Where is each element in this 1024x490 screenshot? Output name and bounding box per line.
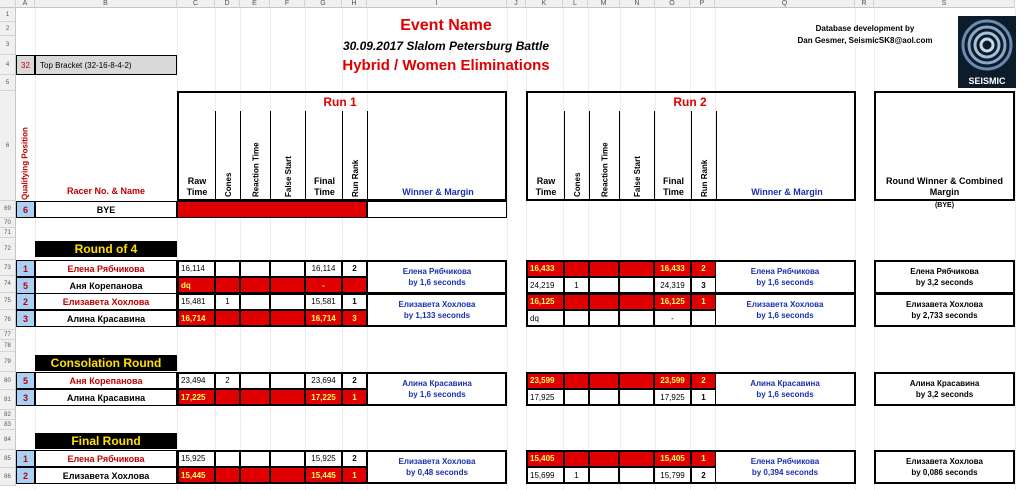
row-header[interactable]: 70 [0, 218, 16, 228]
row-header[interactable]: 3 [0, 36, 16, 55]
run1-final-cell[interactable]: - [305, 277, 342, 294]
run2-raw-cell[interactable]: 15,699 [526, 467, 564, 484]
run1-winner-margin: by 1,133 seconds [403, 311, 471, 320]
gridline [270, 8, 271, 490]
group-border [177, 260, 507, 294]
run2-cones-cell[interactable]: 1 [564, 277, 589, 294]
column-header[interactable]: N [620, 0, 655, 8]
round-winner-margin: by 2,733 seconds [911, 311, 978, 320]
run1-col-reaction [240, 111, 270, 201]
column-header[interactable]: E [240, 0, 270, 8]
run1-raw-cell[interactable]: 17,225 [177, 389, 215, 406]
run2-label[interactable]: Run 2 [673, 95, 707, 109]
spiral-logo-icon [958, 16, 1016, 74]
run1-rank-cell[interactable]: 3 [342, 310, 367, 327]
column-header[interactable]: C [177, 0, 215, 8]
group-border [177, 372, 507, 406]
racer-name[interactable]: Елена Рябчикова [35, 450, 177, 467]
racer-name[interactable]: Аня Корепанова [35, 372, 177, 389]
column-header[interactable]: D [215, 0, 240, 8]
run1-final-cell[interactable]: 15,925 [305, 450, 342, 467]
run2-winner-margin: by 0,394 seconds [751, 468, 819, 477]
run1-winner-margin: by 0,48 seconds [406, 468, 468, 477]
round-winner-name: Алина Красавина [909, 379, 980, 388]
bye-winner-empty[interactable] [367, 201, 507, 218]
column-header[interactable]: H [342, 0, 367, 8]
group-border [526, 293, 856, 327]
run2-rank-cell[interactable]: 3 [691, 277, 716, 294]
row-header[interactable]: 80 [0, 372, 16, 390]
row-header[interactable]: 82 [0, 410, 16, 420]
run2-final-cell[interactable]: 24,319 [654, 277, 691, 294]
run2-final-cell[interactable]: 17,925 [654, 389, 691, 406]
gridline [367, 8, 368, 490]
group-border [874, 293, 1015, 327]
gridline [715, 8, 716, 490]
run2-winner-name: Елена Рябчикова [750, 457, 820, 466]
run1-col-raw [177, 111, 215, 201]
group-border [177, 450, 507, 484]
run1-raw-cell[interactable]: 23,494 [177, 372, 215, 389]
gridline [588, 8, 589, 490]
round-winner-name: Елена Рябчикова [910, 267, 979, 276]
racer-position[interactable]: 5 [16, 277, 35, 294]
seismic-logo [958, 16, 1016, 88]
row-header[interactable]: 74 [0, 276, 16, 293]
run2-col-final [654, 111, 691, 201]
run2-header-rank[interactable]: Run Rank [700, 159, 709, 197]
column-header-corner[interactable] [0, 0, 16, 8]
group-border [874, 372, 1015, 406]
run1-header-raw[interactable]: Raw Time [186, 176, 208, 197]
row-header[interactable]: 84 [0, 430, 16, 450]
run1-final-cell[interactable]: 17,225 [305, 389, 342, 406]
group-border [874, 260, 1015, 294]
run1-header-rank[interactable]: Run Rank [351, 159, 360, 197]
run1-label[interactable]: Run 1 [323, 95, 357, 109]
run2-col-rank [691, 111, 716, 201]
run2-header-final[interactable]: Final Time [662, 176, 684, 197]
run1-final-cell[interactable]: 15,581 [305, 293, 342, 310]
racer-name[interactable]: Алина Красавина [35, 310, 177, 327]
run2-raw-cell[interactable]: 24,219 [526, 277, 564, 294]
run2-col-cones [564, 111, 589, 201]
column-header[interactable]: S [874, 0, 1015, 8]
round-winner-margin: by 3,2 seconds [915, 390, 974, 399]
run2-rank-cell[interactable]: 1 [691, 389, 716, 406]
column-header[interactable]: M [588, 0, 620, 8]
run1-winner-name: Елизавета Хохлова [398, 457, 476, 466]
round-label[interactable]: Consolation Round [35, 355, 177, 371]
group-border [526, 372, 856, 406]
gridline [690, 8, 691, 490]
gridline [855, 8, 856, 490]
racer-name[interactable]: Аня Корепанова [35, 277, 177, 294]
run1-header-winner[interactable]: Winner & Margin [402, 187, 474, 197]
racer-position[interactable]: 1 [16, 450, 35, 467]
row-header[interactable]: 76 [0, 310, 16, 330]
racer-position[interactable]: 3 [16, 310, 35, 327]
group-border [526, 450, 856, 484]
run1-rank-cell[interactable]: 2 [342, 372, 367, 389]
round-winner-margin: by 3,2 seconds [915, 278, 974, 287]
cell-title-event[interactable]: Event Name [400, 17, 492, 34]
run2-header-false-start[interactable]: False Start [633, 156, 642, 197]
racer-name[interactable]: Елена Рябчикова [35, 260, 177, 277]
run2-cones-cell[interactable]: 1 [564, 467, 589, 484]
racer-position[interactable]: 3 [16, 389, 35, 406]
run2-header-winner[interactable]: Winner & Margin [751, 187, 823, 197]
column-header[interactable]: I [367, 0, 507, 8]
bracket-number-cell[interactable]: 32 [16, 55, 35, 75]
run2-col-raw [526, 111, 564, 201]
run2-raw-cell[interactable]: 17,925 [526, 389, 564, 406]
run1-winner-margin: by 1,6 seconds [408, 390, 466, 399]
run2-col-winner [716, 111, 856, 201]
run2-raw-cell[interactable]: 23,599 [526, 372, 564, 389]
run2-rank-cell[interactable]: 1 [691, 450, 716, 467]
run2-winner-name: Елизавета Хохлова [746, 300, 824, 309]
run1-col-winner [367, 111, 507, 201]
run2-col-false-start [619, 111, 654, 201]
run2-raw-cell[interactable]: 15,405 [526, 450, 564, 467]
racer-name[interactable]: Елизавета Хохлова [35, 467, 177, 484]
racer-position[interactable]: 2 [16, 293, 35, 310]
row-header[interactable]: 72 [0, 238, 16, 260]
run2-header-raw[interactable]: Raw Time [535, 176, 557, 197]
run1-header-final[interactable]: Final Time [313, 176, 335, 197]
run1-header-cones[interactable]: Cones [224, 172, 233, 197]
run2-raw-cell[interactable]: 16,125 [526, 293, 564, 310]
row-header[interactable]: 69 [0, 201, 16, 218]
run2-final-cell[interactable]: 16,433 [654, 260, 691, 277]
run2-winner-name: Елена Рябчикова [750, 267, 820, 276]
group-border [526, 260, 856, 294]
column-header[interactable]: G [305, 0, 342, 8]
run2-final-cell[interactable]: 16,125 [654, 293, 691, 310]
round-label[interactable]: Final Round [35, 433, 177, 449]
bracket-label-cell[interactable]: Top Bracket (32-16-8-4-2) [35, 55, 177, 75]
run1-col-final [305, 111, 342, 201]
column-header[interactable]: F [270, 0, 305, 8]
bye-note[interactable]: (BYE) [934, 202, 955, 209]
run1-winner-name: Алина Красавина [402, 379, 472, 388]
row-header[interactable]: 81 [0, 390, 16, 410]
run1-raw-cell[interactable]: dq [177, 277, 215, 294]
gridline [563, 8, 564, 490]
run1-raw-cell[interactable]: 15,481 [177, 293, 215, 310]
gridline [507, 8, 508, 490]
run2-raw-cell[interactable]: dq [526, 310, 564, 327]
run2-header-reaction[interactable]: Reaction Time [600, 142, 610, 197]
run2-final-cell[interactable]: 15,799 [654, 467, 691, 484]
run1-header-reaction[interactable]: Reaction Time [251, 142, 261, 197]
cell-title-category[interactable]: Hybrid / Women Eliminations [342, 57, 550, 74]
run1-final-cell[interactable]: 15,445 [305, 467, 342, 484]
qualifying-position-header[interactable]: Qualifying Position [20, 127, 30, 200]
group-border [177, 293, 507, 327]
run2-winner-margin: by 1,6 seconds [756, 390, 814, 399]
row-header[interactable]: 1 [0, 8, 16, 22]
row-header[interactable]: 6 [0, 91, 16, 201]
round-winner-name: Елизавета Хохлова [906, 300, 983, 309]
racer-name[interactable]: Алина Красавина [35, 389, 177, 406]
column-header[interactable]: O [655, 0, 690, 8]
row-header[interactable]: 2 [0, 22, 16, 36]
round-label[interactable]: Round of 4 [35, 241, 177, 257]
run1-rank-cell[interactable]: 1 [342, 293, 367, 310]
cell-title-date[interactable]: 30.09.2017 Slalom Petersburg Battle [342, 39, 550, 53]
run2-winner-margin: by 1,6 seconds [756, 278, 814, 287]
column-header[interactable]: A [16, 0, 35, 8]
run2-final-cell[interactable]: - [654, 310, 691, 327]
row-header[interactable]: 83 [0, 420, 16, 430]
run2-rank-cell[interactable]: 2 [691, 260, 716, 277]
run2-winner-margin: by 1,6 seconds [756, 311, 814, 320]
round-winner-header[interactable]: Round Winner & Combined Margin [886, 176, 1003, 197]
run1-col-cones [215, 111, 240, 201]
row-header[interactable]: 5 [0, 75, 16, 91]
run2-header-cones[interactable]: Cones [573, 172, 582, 197]
run1-header-false-start[interactable]: False Start [284, 156, 293, 197]
column-header[interactable]: L [563, 0, 588, 8]
run2-raw-cell[interactable]: 16,433 [526, 260, 564, 277]
run1-cones-cell[interactable]: 2 [215, 372, 240, 389]
gridline [305, 8, 306, 490]
gridline [215, 8, 216, 490]
cell-credits-line1[interactable]: Database development by [815, 24, 915, 33]
gridline [655, 8, 656, 490]
logo-text: SEISMIC [968, 76, 1006, 86]
run2-rank-cell[interactable]: 1 [691, 293, 716, 310]
round-winner-margin: by 0,086 seconds [911, 468, 978, 477]
gridline [240, 8, 241, 490]
row-header[interactable]: 77 [0, 330, 16, 340]
run1-final-cell[interactable]: 23,694 [305, 372, 342, 389]
gridline [526, 8, 527, 490]
gridline [620, 8, 621, 490]
run2-final-cell[interactable]: 23,599 [654, 372, 691, 389]
run1-raw-cell[interactable]: 16,714 [177, 310, 215, 327]
racer-name[interactable]: Елизавета Хохлова [35, 293, 177, 310]
racer-name-header[interactable]: Racer No. & Name [66, 186, 146, 196]
row-header[interactable]: 78 [0, 340, 16, 352]
column-header[interactable]: Q [715, 0, 855, 8]
run1-raw-cell[interactable]: 16,114 [177, 260, 215, 277]
run2-col-reaction [589, 111, 619, 201]
column-header[interactable]: P [690, 0, 715, 8]
row-header[interactable]: 75 [0, 293, 16, 310]
gridline [342, 8, 343, 490]
run1-winner-margin: by 1,6 seconds [408, 278, 466, 287]
row-header[interactable]: 79 [0, 352, 16, 372]
run2-rank-cell[interactable]: 2 [691, 372, 716, 389]
run1-final-cell[interactable]: 16,714 [305, 310, 342, 327]
run2-final-cell[interactable]: 15,405 [654, 450, 691, 467]
run2-rank-cell[interactable]: 2 [691, 467, 716, 484]
run2-winner-name: Алина Красавина [750, 379, 820, 388]
run1-col-false-start [270, 111, 305, 201]
column-header[interactable]: K [526, 0, 563, 8]
run1-rank-cell[interactable]: 2 [342, 450, 367, 467]
run1-raw-cell[interactable]: 15,925 [177, 450, 215, 467]
gridline [177, 8, 178, 490]
bye-position-cell[interactable]: 6 [16, 201, 35, 218]
column-header[interactable]: J [507, 0, 526, 8]
round-winner-name: Елизавета Хохлова [906, 457, 983, 466]
row-header[interactable]: 85 [0, 450, 16, 468]
run1-final-cell[interactable]: 16,114 [305, 260, 342, 277]
bye-run1-empty[interactable] [177, 201, 367, 218]
row-header[interactable]: 86 [0, 468, 16, 486]
gridline [874, 8, 875, 490]
racer-position[interactable]: 2 [16, 467, 35, 484]
group-border [874, 450, 1015, 484]
bye-name-cell[interactable]: BYE [35, 201, 177, 218]
run1-rank-cell[interactable]: 1 [342, 467, 367, 484]
column-header[interactable]: R [855, 0, 874, 8]
row-header[interactable]: 71 [0, 228, 16, 238]
run1-winner-name: Елизавета Хохлова [398, 300, 476, 309]
row-header[interactable]: 73 [0, 260, 16, 276]
run1-winner-name: Елена Рябчикова [402, 267, 472, 276]
run1-rank-cell[interactable]: 2 [342, 260, 367, 277]
row-header[interactable]: 4 [0, 55, 16, 75]
column-header[interactable]: B [35, 0, 177, 8]
cell-credits-line2[interactable]: Dan Gesmer, SeismicSK8@aol.com [797, 36, 933, 45]
racer-position[interactable]: 1 [16, 260, 35, 277]
run1-col-rank [342, 111, 367, 201]
run1-cones-cell[interactable]: 1 [215, 293, 240, 310]
racer-position[interactable]: 5 [16, 372, 35, 389]
run1-raw-cell[interactable]: 15,445 [177, 467, 215, 484]
run1-rank-cell[interactable]: 1 [342, 389, 367, 406]
